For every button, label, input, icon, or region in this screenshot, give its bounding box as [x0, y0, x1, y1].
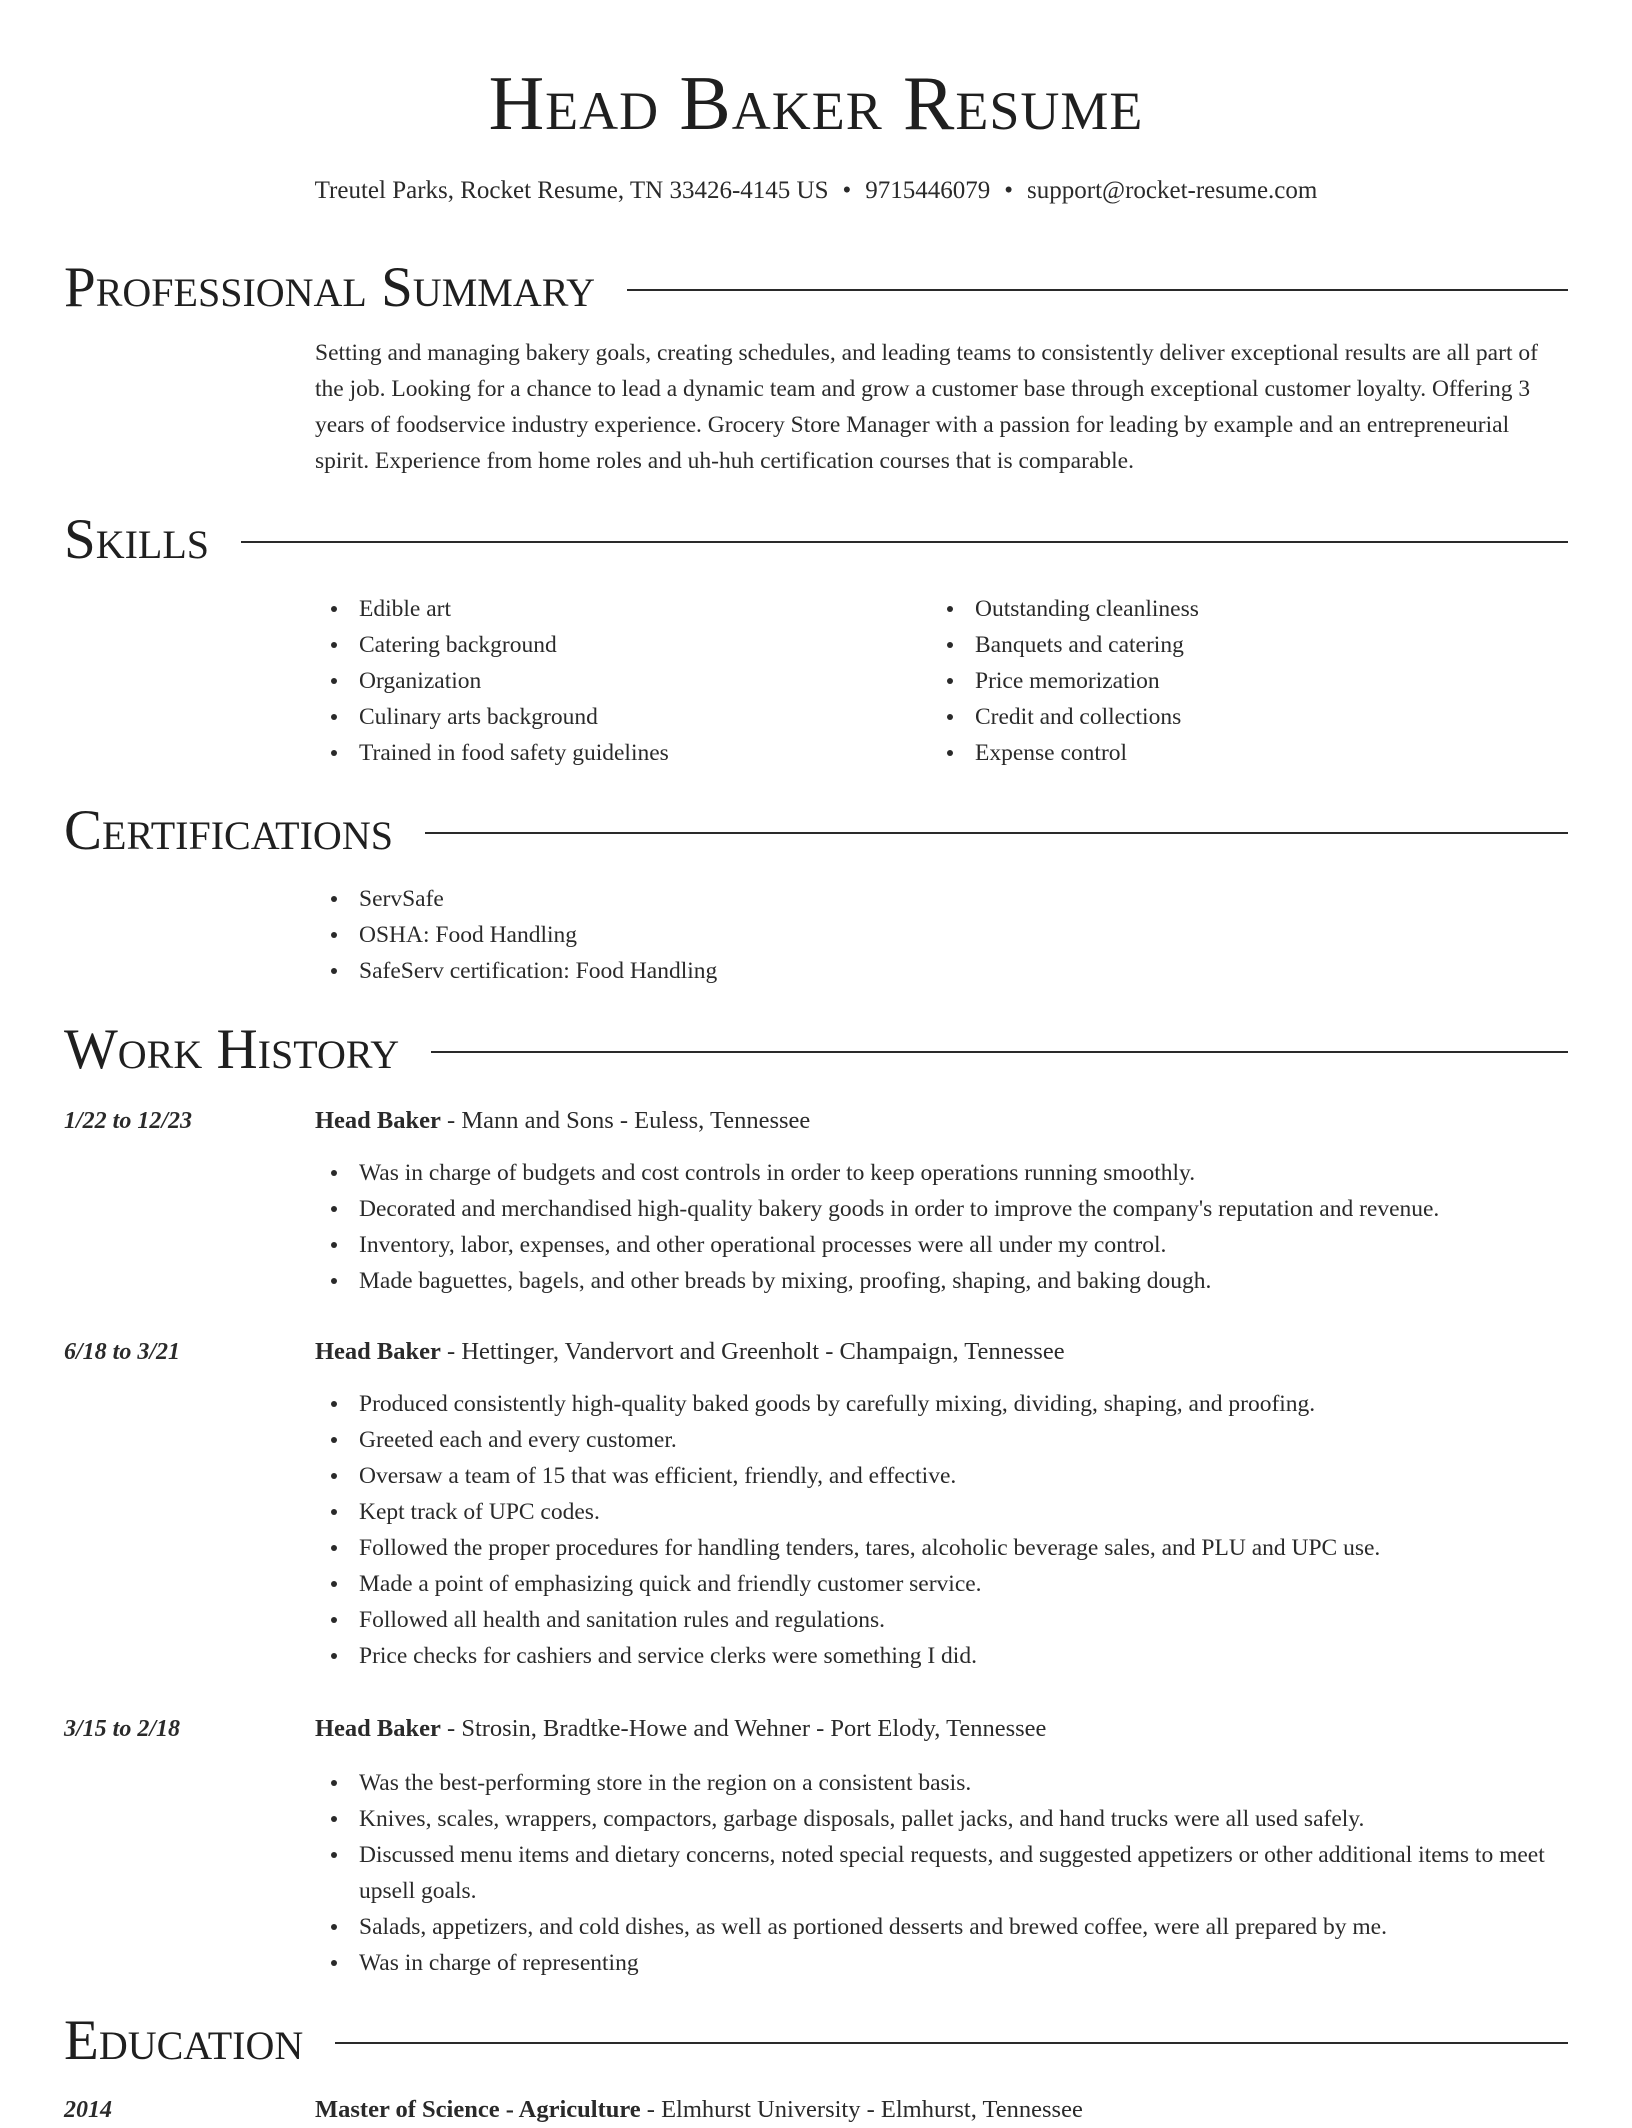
- education-section-header: [64, 2009, 1568, 2073]
- contact-address: Treutel Parks, Rocket Resume, TN 33426-4145 US: [314, 177, 829, 204]
- job-bullet: Followed all health and sanitation rules and regulations.: [315, 1602, 1568, 1638]
- job-bullets: [315, 1386, 1568, 1674]
- certification-item: OSHA: Food Handling: [315, 917, 1568, 953]
- job-bullet: Knives, scales, wrappers, compactors, garbage disposals, pallet jacks, and hand trucks were all used safely.: [315, 1801, 1568, 1837]
- education-degree: Master of Science - Agriculture: [315, 2096, 641, 2123]
- job-bullet: Was in charge of representing: [315, 1945, 1568, 1981]
- skill-item: Catering background: [315, 627, 915, 663]
- job-bullet: Discussed menu items and dietary concerns, noted special requests, and suggested appetizers or other additional items to meet upsell goals.: [315, 1837, 1568, 1909]
- job-title: Head Baker: [315, 1338, 441, 1365]
- summary-heading: Professional Summary: [64, 256, 596, 319]
- job-bullet: Produced consistently high-quality baked goods by carefully mixing, dividing, shaping, and proofing.: [315, 1386, 1568, 1422]
- skills-heading: Skills: [64, 508, 210, 571]
- job-bullet: Decorated and merchandised high-quality bakery goods in order to improve the company's reputation and revenue.: [315, 1191, 1568, 1227]
- job-bullet: Greeted each and every customer.: [315, 1422, 1568, 1458]
- education-year: 2014: [64, 2097, 112, 2123]
- work-history-section-header: [64, 1018, 1568, 1082]
- job-bullet: Was in charge of budgets and cost controls in order to keep operations running smoothly.: [315, 1155, 1568, 1191]
- education-heading-line: [315, 2092, 1083, 2128]
- contact-separator: •: [1004, 177, 1014, 204]
- skills-list-left: [315, 591, 915, 771]
- job-employer-location: - Mann and Sons - Euless, Tennessee: [440, 1107, 811, 1134]
- job-dates: 6/18 to 3/21: [64, 1339, 181, 1365]
- contact-separator: •: [842, 177, 852, 204]
- skills-section-header: [64, 508, 1568, 572]
- contact-email[interactable]: support@rocket-resume.com: [1027, 177, 1318, 204]
- job-heading: [315, 1711, 1046, 1747]
- job-bullets: [315, 1155, 1568, 1299]
- job-heading: [315, 1334, 1065, 1370]
- skill-item: Banquets and catering: [931, 627, 1531, 663]
- job-bullet: Inventory, labor, expenses, and other operational processes were all under my control.: [315, 1227, 1568, 1263]
- section-divider: [335, 2042, 1568, 2044]
- job-bullets: [315, 1765, 1568, 1981]
- job-dates: 1/22 to 12/23: [64, 1108, 193, 1134]
- skill-item: Edible art: [315, 591, 915, 627]
- certifications-heading: Certifications: [64, 799, 393, 862]
- summary-text: Setting and managing bakery goals, creating schedules, and leading teams to consistently deliver exceptional results are all part of the job. Looking for a chance to lead a dynamic team and grow a customer base through exceptional customer loyalty. Offering 3 years of foodservice industry experience. Grocery Store Manager with a passion for leading by example and an entrepreneurial spirit. Experience from home roles and uh-huh certification courses that is comparable.: [315, 340, 1538, 474]
- certification-item: SafeServ certification: Food Handling: [315, 953, 1568, 989]
- skills-list-right: [931, 591, 1531, 771]
- section-divider: [241, 541, 1568, 543]
- job-dates: 3/15 to 2/18: [64, 1716, 181, 1742]
- job-bullet: Was the best-performing store in the region on a consistent basis.: [315, 1765, 1568, 1801]
- certifications-list: [315, 881, 1568, 989]
- skill-item: Credit and collections: [931, 699, 1531, 735]
- skill-item: Trained in food safety guidelines: [315, 735, 915, 771]
- section-divider: [425, 832, 1568, 834]
- job-bullet: Followed the proper procedures for handling tenders, tares, alcoholic beverage sales, and PLU and UPC use.: [315, 1530, 1568, 1566]
- skill-item: Price memorization: [931, 663, 1531, 699]
- certification-item: ServSafe: [315, 881, 1568, 917]
- job-bullet: Salads, appetizers, and cold dishes, as well as portioned desserts and brewed coffee, were all prepared by me.: [315, 1909, 1568, 1945]
- job-employer-location: - Strosin, Bradtke-Howe and Wehner - Port Elody, Tennessee: [440, 1715, 1047, 1742]
- skill-item: Organization: [315, 663, 915, 699]
- job-heading: [315, 1103, 810, 1139]
- job-bullet: Oversaw a team of 15 that was efficient, friendly, and effective.: [315, 1458, 1568, 1494]
- section-divider: [627, 289, 1568, 291]
- education-school-location: - Elmhurst University - Elmhurst, Tennessee: [640, 2096, 1083, 2123]
- skill-item: Expense control: [931, 735, 1531, 771]
- resume-title: Head Baker Resume: [488, 60, 1144, 146]
- job-title: Head Baker: [315, 1715, 441, 1742]
- section-divider: [431, 1051, 1568, 1053]
- certifications-section-header: [64, 799, 1568, 863]
- job-bullet: Made a point of emphasizing quick and friendly customer service.: [315, 1566, 1568, 1602]
- job-bullet: Price checks for cashiers and service clerks were something I did.: [315, 1638, 1568, 1674]
- contact-line: [64, 174, 1568, 208]
- job-bullet: Made baguettes, bagels, and other breads by mixing, proofing, shaping, and baking dough.: [315, 1263, 1568, 1299]
- education-heading: Education: [64, 2009, 304, 2072]
- contact-phone[interactable]: 9715446079: [865, 177, 991, 204]
- job-employer-location: - Hettinger, Vandervort and Greenholt - Champaign, Tennessee: [440, 1338, 1065, 1365]
- skill-item: Outstanding cleanliness: [931, 591, 1531, 627]
- skill-item: Culinary arts background: [315, 699, 915, 735]
- job-title: Head Baker: [315, 1107, 441, 1134]
- work-history-heading: Work History: [64, 1018, 400, 1081]
- job-bullet: Kept track of UPC codes.: [315, 1494, 1568, 1530]
- summary-section-header: [64, 256, 1568, 320]
